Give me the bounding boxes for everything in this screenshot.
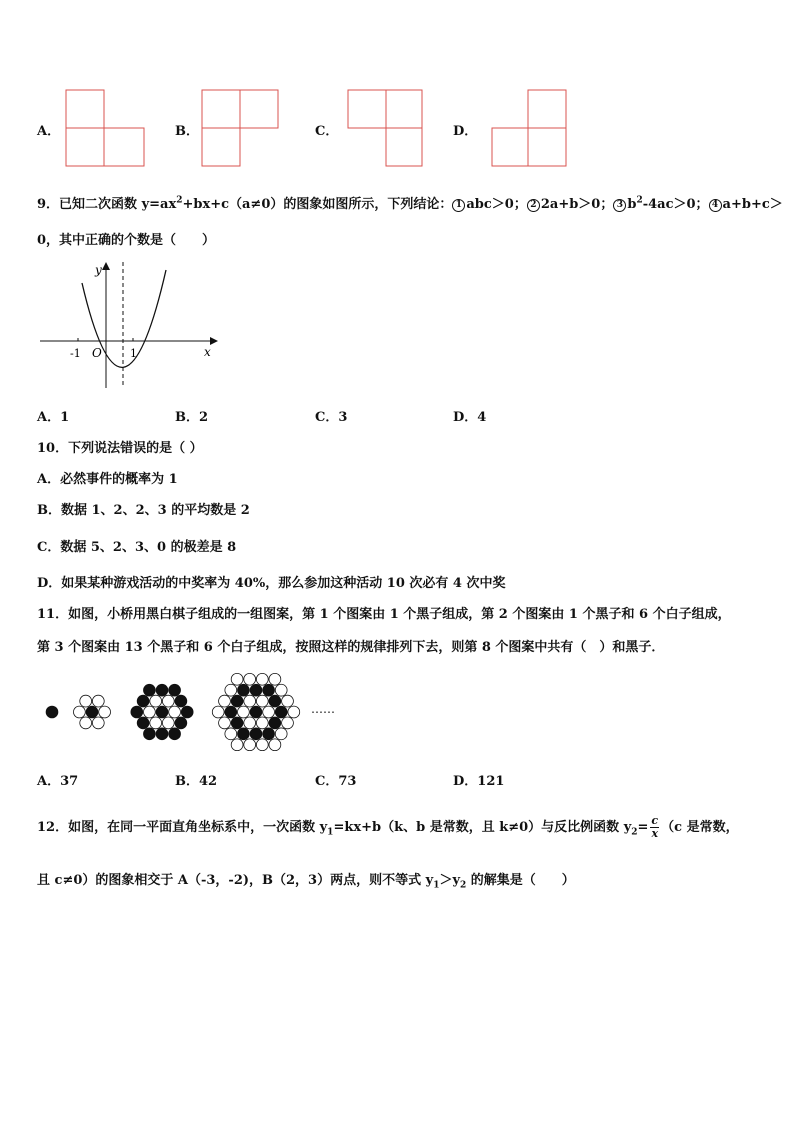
q11-option-b[interactable]: B．42 [175,774,218,789]
white-stone [238,706,250,718]
black-stone [175,695,187,707]
white-stone [162,695,174,707]
black-stone [269,695,281,707]
q9-option-a[interactable]: A．1 [37,410,70,425]
black-stone [131,706,143,718]
q9-parabola-graph [36,258,226,393]
tick-label-one: 1 [130,347,137,360]
black-stone [275,706,287,718]
white-stone [256,717,268,729]
black-stone [231,695,243,707]
pattern-2 [74,695,111,729]
black-stone [263,728,275,740]
y-axis-label: y [95,263,102,277]
black-stone [46,706,58,718]
q10-option-d[interactable]: D．如果某种游戏活动的中奖率为 40%，那么参加这种活动 10 次必有 4 次中奖 [37,576,506,591]
white-stone [92,717,104,729]
q12-statement: 12．如图，在同一平面直角坐标系中，一次函数 $y_1=kx+b(k$、b 是常数，且 k≠0）与反比例函数 $y_2=$ $\frac{c}{x}$ （c 是常数， [37,814,739,840]
q12-statement-line2: 且 c≠0）的图象相交于 A（-3，-2)，B（2，3）两点，则不等式 $y_1>y_2$ 的解集是（ ） [37,873,575,891]
black-stone [263,684,275,696]
black-stone [181,706,193,718]
q10-option-a[interactable]: A．必然事件的概率为 1 [37,472,178,487]
white-stone [150,695,162,707]
q8-figure-d [490,88,570,168]
q10-title: 10．下列说法错误的是（ ） [37,441,203,456]
white-stone [74,706,86,718]
white-stone [244,673,256,685]
black-stone [238,728,250,740]
fraction-c-over-x: $\frac{c}{x}$ [651,814,659,840]
q8-option-a[interactable]: A． [37,124,61,139]
white-stone [256,739,268,751]
white-stone [275,728,287,740]
white-stone [275,684,287,696]
white-stone [256,673,268,685]
pattern-1 [46,706,58,718]
white-stone [162,717,174,729]
white-stone [263,706,275,718]
origin-label: O [92,346,102,360]
tick-label-neg-one: -1 [70,347,81,360]
white-stone [244,739,256,751]
black-stone [225,706,237,718]
white-stone [244,717,256,729]
white-stone [150,717,162,729]
q8-figure-b [200,88,280,168]
white-stone [225,684,237,696]
black-stone [175,717,187,729]
q9-statement: 9．已知二次函数 $y=ax^2+bx+c(a\ne 0)$的图象如图所示，下列结论： 1 abc＞0； 2 2a+b＞0； 3 $b^2-4ac>0$； 4 a+b+c＞ [37,195,783,212]
black-stone [144,728,156,740]
q11-option-a[interactable]: A．37 [37,774,79,789]
black-stone [137,695,149,707]
circled-number-1: 1 [452,199,465,212]
white-stone [231,739,243,751]
white-stone [144,706,156,718]
q10-option-c[interactable]: C．数据 5、2、3、0 的极差是 8 [37,540,237,555]
q9-option-c[interactable]: C．3 [315,410,348,425]
circled-number-2: 2 [527,199,540,212]
black-stone [169,684,181,696]
white-stone [282,695,294,707]
white-stone [225,728,237,740]
q8-option-b[interactable]: B． [175,124,199,139]
black-stone [156,684,168,696]
white-stone [269,673,281,685]
white-stone [282,717,294,729]
white-stone [256,695,268,707]
q9-option-d[interactable]: D．4 [453,410,487,425]
white-stone [212,706,224,718]
circled-number-3: 3 [613,199,626,212]
q8-option-c[interactable]: C． [315,124,339,139]
black-stone [250,706,262,718]
black-stone [169,728,181,740]
white-stone [80,717,92,729]
white-stone [92,695,104,707]
white-stone [219,717,231,729]
q11-statement-line1: 11．如图，小桥用黑白棋子组成的一组图案，第 1 个图案由 1 个黑子组成，第 2 个图案由 1 个黑子和 6 个白子组成， [37,607,731,622]
black-stone [137,717,149,729]
q11-statement-line2: 第 3 个图案由 13 个黑子和 6 个白子组成，按照这样的规律排列下去，则第 8 个图案中共有（ ）和黑子． [37,640,665,655]
black-stone [269,717,281,729]
black-stone [156,728,168,740]
x-axis-label: x [204,345,211,359]
black-stone [250,728,262,740]
pattern-4 [212,673,299,750]
q8-figure-c [346,88,426,168]
black-stone [144,684,156,696]
q9-statement-line2: 0，其中正确的个数是（ ） [37,233,216,248]
q11-ellipsis: …… [311,702,335,716]
q11-option-d[interactable]: D．121 [453,774,505,789]
black-stone [238,684,250,696]
white-stone [80,695,92,707]
q10-option-b[interactable]: B．数据 1、2、2、3 的平均数是 2 [37,503,250,518]
q8-figure-a [64,88,148,168]
q11-option-c[interactable]: C．73 [315,774,357,789]
q11-stone-patterns [40,668,340,753]
pattern-3 [131,684,193,739]
white-stone [288,706,300,718]
black-stone [250,684,262,696]
black-stone [156,706,168,718]
white-stone [269,739,281,751]
q9-option-b[interactable]: B．2 [175,410,209,425]
black-stone [86,706,98,718]
white-stone [169,706,181,718]
q8-option-d[interactable]: D． [453,124,478,139]
white-stone [99,706,111,718]
white-stone [244,695,256,707]
black-stone [231,717,243,729]
circled-number-4: 4 [709,199,722,212]
white-stone [231,673,243,685]
white-stone [219,695,231,707]
